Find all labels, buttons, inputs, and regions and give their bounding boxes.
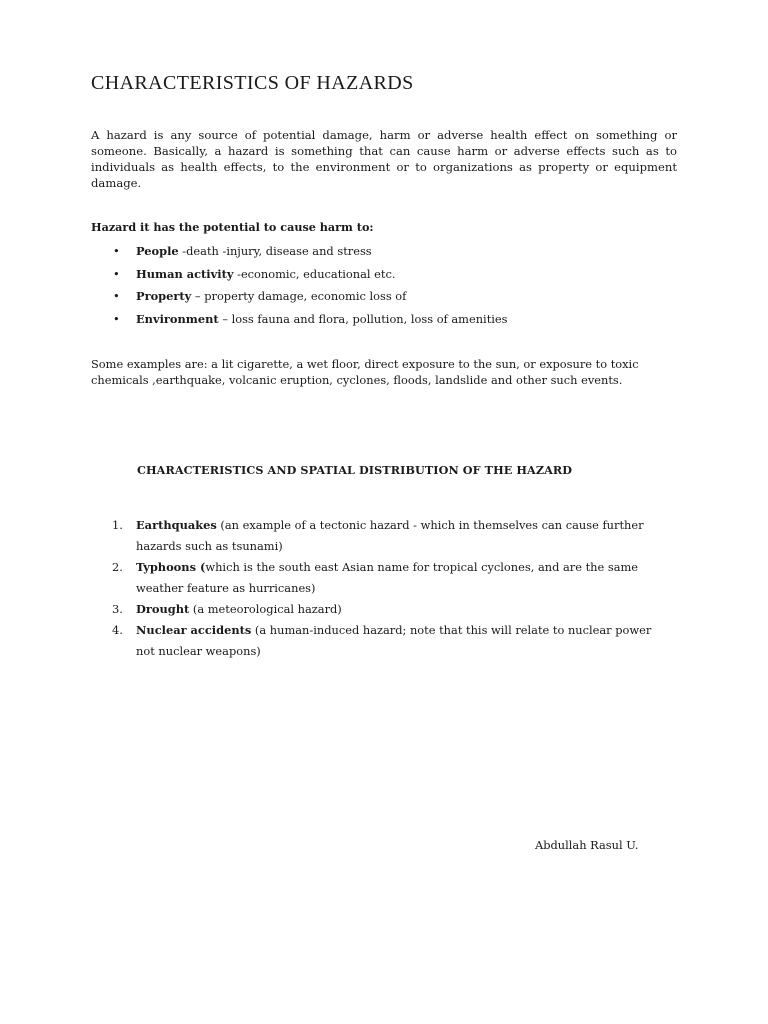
list-item-term: People bbox=[136, 244, 179, 258]
list-item bbox=[91, 266, 508, 289]
bullet-icon: • bbox=[113, 311, 120, 326]
list-item-text: -death -injury, disease and stress bbox=[178, 244, 372, 258]
list-item-term: Drought bbox=[136, 602, 190, 616]
list-number: 4. bbox=[112, 623, 123, 637]
page-title: CHARACTERISTICS OF HAZARDS bbox=[91, 72, 414, 94]
harm-list bbox=[91, 243, 508, 333]
bullet-icon: • bbox=[113, 244, 120, 258]
list-item-text: – property damage, economic loss of bbox=[191, 289, 407, 304]
list-number: 3. bbox=[112, 602, 123, 616]
list-item-term: Earthquakes bbox=[136, 518, 217, 532]
bullet-icon: • bbox=[113, 266, 120, 281]
list-item bbox=[91, 288, 508, 311]
list-number: 1. bbox=[112, 518, 123, 532]
list-item bbox=[91, 311, 508, 334]
list-item-text: (an example of a tectonic hazard - which in themselves can cause further hazards such as tsunami) bbox=[136, 518, 644, 553]
harm-heading: Hazard it has the potential to cause harm to: bbox=[91, 220, 374, 234]
list-item-text: -economic, educational etc. bbox=[233, 266, 396, 281]
list-item-text: (a meteorological hazard) bbox=[189, 602, 342, 616]
list-item-text: – loss fauna and flora, pollution, loss of amenities bbox=[218, 311, 508, 326]
examples-paragraph: Some examples are: a lit cigarette, a wet floor, direct exposure to the sun, or exposure to toxic chemicals ,earthquake, volcanic eruption, cyclones, floods, landslide and other such events. bbox=[91, 357, 639, 387]
list-item-term: Property bbox=[136, 289, 192, 304]
list-item-text: (a human-induced hazard; note that this will relate to nuclear power not nuclear weapons) bbox=[136, 623, 652, 658]
list-item bbox=[91, 515, 671, 557]
list-item-term: Human activity bbox=[136, 266, 234, 281]
hazard-types-list bbox=[91, 515, 671, 662]
list-item bbox=[91, 599, 671, 620]
author-signature: Abdullah Rasul U. bbox=[535, 838, 639, 852]
list-number: 2. bbox=[112, 560, 123, 574]
list-item-term: Nuclear accidents bbox=[136, 623, 252, 637]
intro-paragraph: A hazard is any source of potential damage, harm or adverse health effect on something or someone. Basically, a hazard is something that can cause harm or adverse effects such as to individuals as health effects, to the environment or to organizations as property or equipment damage. bbox=[91, 128, 677, 190]
list-item bbox=[91, 620, 671, 662]
bullet-icon: • bbox=[113, 289, 120, 304]
list-item-term: Typhoons ( bbox=[136, 560, 206, 574]
list-item-term: Environment bbox=[136, 311, 219, 326]
list-item bbox=[91, 243, 508, 266]
list-item bbox=[91, 557, 671, 599]
list-item-text: which is the south east Asian name for tropical cyclones, and are the same weather feature as hurricanes) bbox=[136, 560, 639, 595]
section-heading: CHARACTERISTICS AND SPATIAL DISTRIBUTION OF THE HAZARD bbox=[137, 463, 573, 477]
